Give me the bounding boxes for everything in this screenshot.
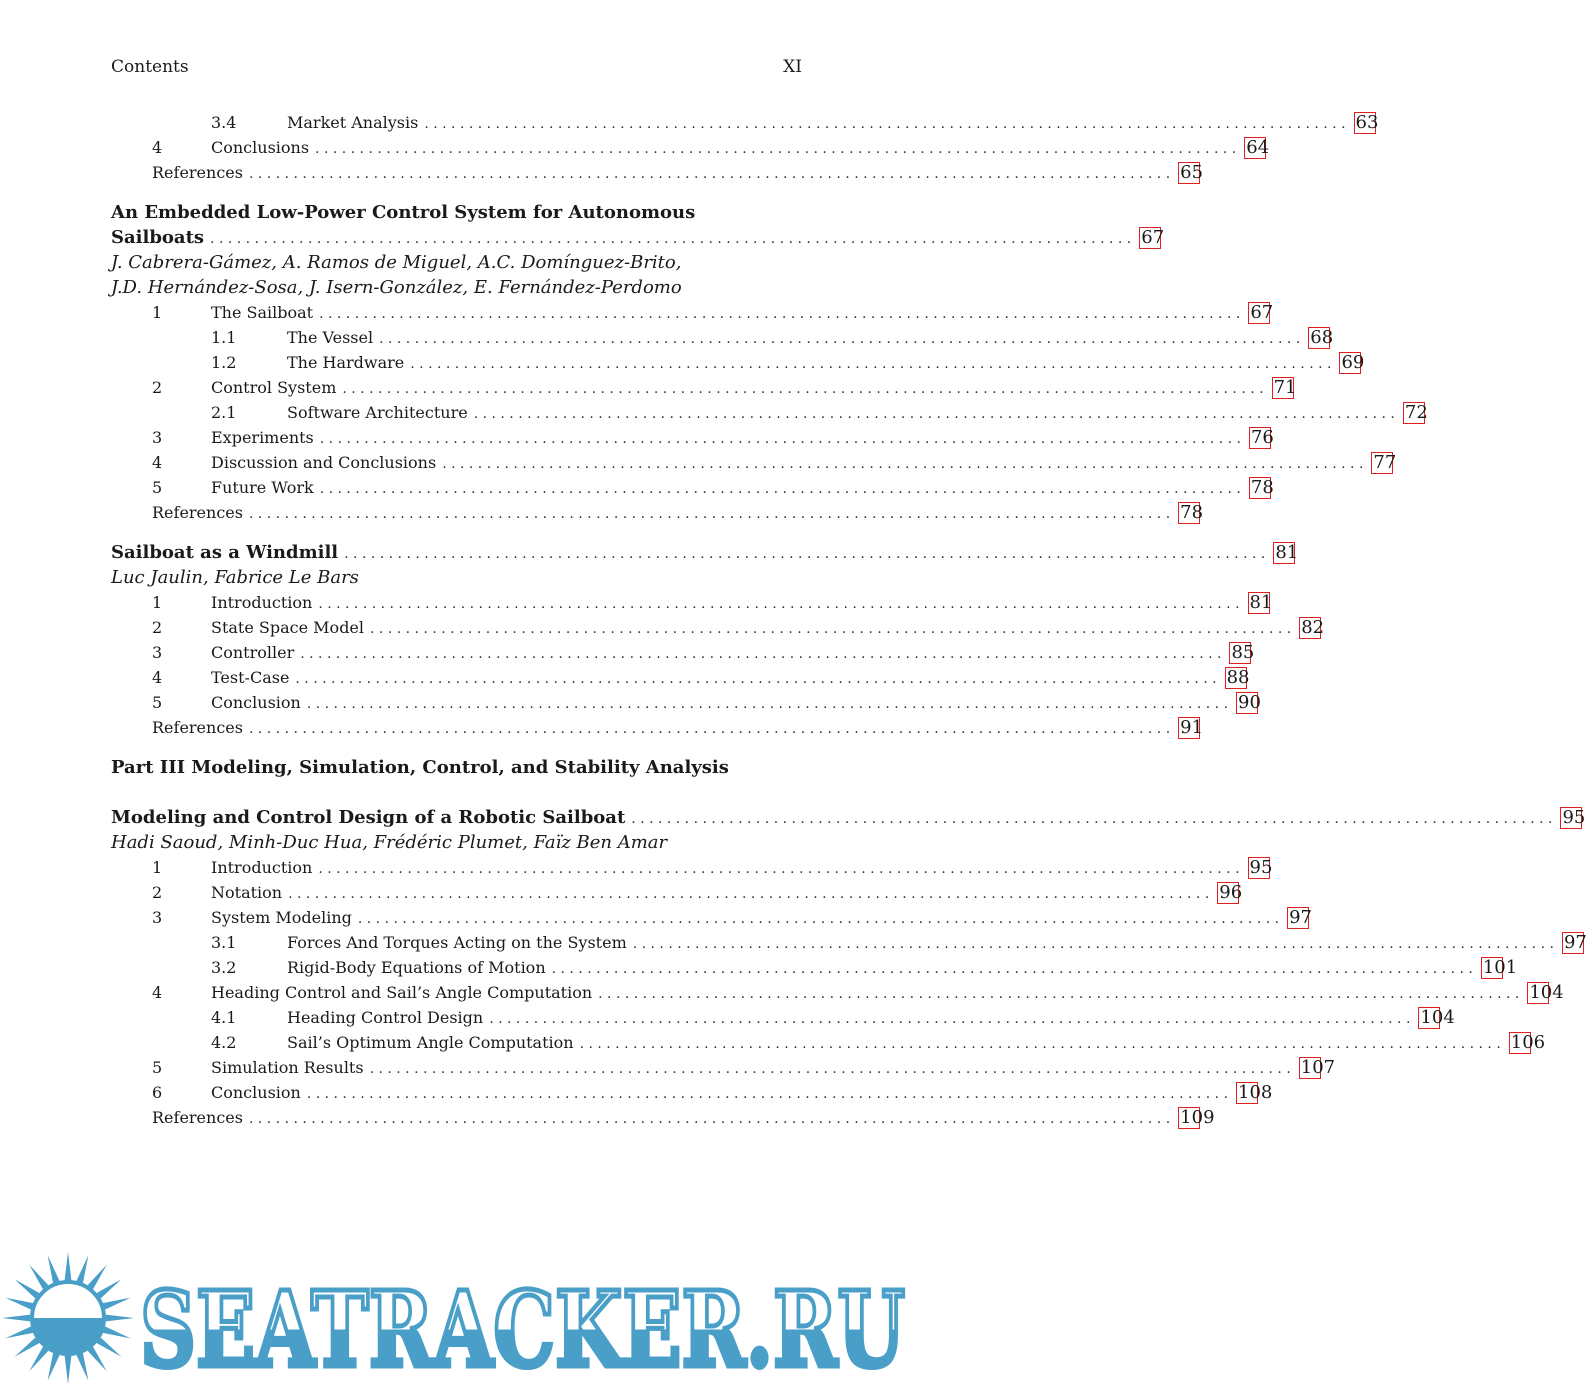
entry-title: Controller	[211, 643, 295, 662]
chapter-authors: J. Cabrera-Gámez, A. Ramos de Miguel, A.C. Domínguez-Brito,	[111, 252, 682, 273]
dot-leader	[631, 807, 1552, 832]
toc-subsection-entry[interactable]	[111, 400, 1428, 425]
page-link[interactable]: 67	[1250, 302, 1274, 323]
page-link[interactable]: 101	[1482, 957, 1518, 978]
toc-references-entry[interactable]	[111, 1105, 1215, 1130]
toc-section-entry[interactable]	[111, 640, 1255, 665]
sun-ray	[103, 1326, 131, 1338]
page-link[interactable]: 77	[1373, 452, 1397, 473]
entry-title: Experiments	[211, 428, 314, 447]
section-number: 5	[152, 478, 163, 497]
page-link[interactable]: 104	[1529, 982, 1564, 1003]
page-link[interactable]: 88	[1226, 667, 1250, 688]
toc-section-entry[interactable]	[111, 1080, 1273, 1105]
page-link[interactable]: 81	[1275, 542, 1299, 563]
dot-leader	[319, 302, 1240, 327]
entry-title: State Space Model	[211, 618, 365, 637]
page-link[interactable]: 67	[1141, 227, 1165, 248]
entry-title: Conclusion	[211, 1083, 301, 1102]
dot-leader	[580, 1032, 1501, 1057]
page-link[interactable]: 90	[1238, 692, 1261, 713]
dot-leader	[474, 402, 1395, 427]
sun-ray	[29, 1265, 48, 1290]
dot-leader	[370, 617, 1291, 642]
chapter-title-entry[interactable]	[111, 225, 1165, 250]
section-number: 3	[152, 908, 163, 927]
chapter-authors: Hadi Saoud, Minh-Duc Hua, Frédéric Plumet, Faïz Ben Amar	[111, 832, 668, 853]
entry-title: Conclusion	[211, 693, 301, 712]
sun-ray	[88, 1265, 107, 1290]
page-link[interactable]: 91	[1180, 717, 1204, 738]
page-link[interactable]: 78	[1250, 477, 1274, 498]
section-number: 5	[152, 1058, 163, 1077]
toc-subsection-entry[interactable]	[111, 325, 1334, 350]
toc-section-entry[interactable]	[111, 855, 1273, 880]
page-link[interactable]: 85	[1231, 642, 1255, 663]
part-label: Part III	[111, 757, 186, 778]
table-of-contents	[111, 110, 1587, 1130]
page-link[interactable]: 78	[1180, 502, 1204, 523]
toc-section-entry[interactable]	[111, 300, 1274, 325]
dot-leader	[300, 642, 1221, 667]
entry-title: Heading Control and Sail’s Angle Computation	[211, 983, 593, 1002]
dot-leader	[288, 882, 1209, 907]
section-number: 4.2	[211, 1033, 237, 1052]
chapter-title: Sailboat as a Windmill	[111, 542, 339, 563]
entry-title: Future Work	[211, 478, 314, 497]
section-number: 4	[152, 453, 163, 472]
toc-section-entry[interactable]	[111, 425, 1274, 450]
dot-leader	[358, 907, 1279, 932]
chapter-title-entry[interactable]	[111, 540, 1299, 565]
section-number: 4	[152, 138, 163, 157]
chapter-entries	[111, 855, 1587, 1130]
sun-ray	[5, 1326, 33, 1338]
page-link[interactable]: 81	[1249, 592, 1273, 613]
section-number: 1.1	[211, 328, 237, 347]
page-link[interactable]: 108	[1238, 1082, 1273, 1103]
chapter-authors: Luc Jaulin, Fabrice Le Bars	[111, 567, 359, 588]
section-number: 2	[152, 378, 163, 397]
section-number: 4	[152, 983, 163, 1002]
section-number: 1	[152, 593, 163, 612]
sun-ray	[2, 1315, 30, 1322]
section-number: 1	[152, 303, 163, 322]
sun-ray	[103, 1298, 131, 1310]
dot-leader	[598, 982, 1519, 1007]
dot-leader	[315, 137, 1236, 162]
dot-leader	[370, 1057, 1291, 1082]
dot-leader	[489, 1007, 1410, 1032]
dot-leader	[318, 857, 1239, 882]
sun-ray	[65, 1356, 72, 1384]
part-heading	[111, 755, 802, 780]
sun-ray	[97, 1279, 122, 1298]
section-number: 1.2	[211, 353, 237, 372]
toc-subsection-entry[interactable]	[111, 955, 1518, 980]
toc-subsection-entry[interactable]	[111, 1005, 1455, 1030]
sun-logo-icon	[0, 1248, 915, 1391]
sun-ray	[15, 1279, 40, 1298]
page-link[interactable]: 68	[1310, 327, 1334, 348]
toc-section-entry[interactable]	[111, 590, 1273, 615]
toc-section-entry[interactable]	[111, 450, 1397, 475]
entry-title: Rigid-Body Equations of Motion	[287, 958, 546, 977]
entry-title: Heading Control Design	[287, 1008, 484, 1027]
section-number: 4	[152, 668, 163, 687]
sun-ray	[76, 1255, 88, 1283]
entry-title: System Modeling	[211, 908, 352, 927]
toc-section-entry[interactable]	[111, 665, 1250, 690]
page-link[interactable]: 96	[1219, 882, 1243, 903]
sun-ray	[5, 1298, 33, 1310]
toc-block-previous	[111, 110, 1379, 185]
entry-title: Conclusions	[211, 138, 310, 157]
toc-references-entry[interactable]	[111, 500, 1204, 525]
dot-leader	[320, 427, 1241, 452]
running-head: Contents	[111, 57, 189, 77]
toc-subsection-entry[interactable]	[111, 930, 1587, 955]
toc-section-entry[interactable]	[111, 690, 1261, 715]
section-number: 4.1	[211, 1008, 237, 1027]
part-title: Modeling, Simulation, Control, and Stability Analysis	[191, 757, 729, 778]
watermark-text: SEATRACKER.RU	[140, 1268, 905, 1391]
page-link[interactable]: 65	[1180, 162, 1204, 183]
sun-ray	[29, 1347, 48, 1372]
dot-leader	[633, 932, 1554, 957]
dot-leader	[210, 227, 1131, 252]
chapter-title[interactable]: An Embedded Low-Power Control System for Autonomous	[111, 202, 696, 223]
entry-title: Market Analysis	[287, 113, 419, 132]
toc-section-entry[interactable]	[111, 1055, 1336, 1080]
dot-leader	[318, 592, 1239, 617]
sun-ray	[76, 1353, 88, 1381]
dot-leader	[249, 717, 1170, 742]
sun-ray	[88, 1347, 107, 1372]
page-link[interactable]: 95	[1562, 807, 1586, 828]
entry-title: References	[152, 503, 243, 522]
section-number: 5	[152, 693, 163, 712]
entry-title: Software Architecture	[287, 403, 468, 422]
toc-subsection-entry[interactable]	[111, 1030, 1546, 1055]
dot-leader	[249, 502, 1170, 527]
entry-title: The Sailboat	[211, 303, 314, 322]
page-link[interactable]: 106	[1510, 1032, 1546, 1053]
page-link[interactable]: 97	[1563, 932, 1587, 953]
dot-leader	[249, 1107, 1170, 1132]
page-link[interactable]: 72	[1404, 402, 1428, 423]
page-link[interactable]: 76	[1250, 427, 1274, 448]
section-number: 3	[152, 428, 163, 447]
entry-title: References	[152, 718, 243, 737]
entry-title: References	[152, 1108, 243, 1127]
dot-leader	[342, 377, 1263, 402]
sun-ray	[97, 1338, 122, 1357]
chapter-entries	[111, 300, 1428, 525]
page-link[interactable]: 95	[1249, 857, 1273, 878]
dot-leader	[379, 327, 1300, 352]
page-link[interactable]: 71	[1273, 377, 1297, 398]
sun-ray	[106, 1315, 134, 1322]
entry-title: Forces And Torques Acting on the System	[287, 933, 627, 952]
entry-title: Control System	[211, 378, 337, 397]
toc-section-entry[interactable]	[111, 980, 1564, 1005]
toc-section-entry[interactable]	[111, 615, 1325, 640]
dot-leader	[424, 112, 1345, 137]
dot-leader	[442, 452, 1363, 477]
toc-references-entry[interactable]	[111, 715, 1204, 740]
section-number: 2	[152, 618, 163, 637]
page-number: XI	[783, 57, 802, 77]
entry-title: Notation	[211, 883, 283, 902]
page-link[interactable]: 104	[1420, 1007, 1455, 1028]
entry-title: Introduction	[211, 593, 313, 612]
chapter-entries	[111, 590, 1325, 740]
entry-title: Discussion and Conclusions	[211, 453, 437, 472]
toc-section-entry[interactable]	[111, 880, 1243, 905]
chapter-authors: J.D. Hernández-Sosa, J. Isern-González, E. Fernández-Perdomo	[111, 277, 682, 298]
toc-references-entry[interactable]	[111, 160, 1204, 185]
page-link[interactable]: 63	[1355, 112, 1379, 133]
page-link[interactable]: 97	[1289, 907, 1312, 928]
chapter-title: Sailboats	[111, 227, 205, 248]
page-link[interactable]: 82	[1301, 617, 1325, 638]
toc-subsection-entry[interactable]	[111, 350, 1365, 375]
section-number: 2.1	[211, 403, 237, 422]
page-link[interactable]: 69	[1341, 352, 1365, 373]
dot-leader	[249, 162, 1170, 187]
section-number: 6	[152, 1083, 163, 1102]
toc-section-entry[interactable]	[111, 375, 1297, 400]
dot-leader	[552, 957, 1473, 982]
section-number: 3.2	[211, 958, 237, 977]
section-number: 1	[152, 858, 163, 877]
sun-ray	[48, 1353, 60, 1381]
sun-ray	[15, 1338, 40, 1357]
chapter-title: Modeling and Control Design of a Robotic Sailboat	[111, 807, 626, 828]
chapter-title-entry[interactable]	[111, 805, 1586, 830]
entry-title: References	[152, 163, 243, 182]
entry-title: The Vessel	[287, 328, 374, 347]
toc-subsection-entry[interactable]	[111, 110, 1379, 135]
dot-leader	[295, 667, 1216, 692]
dot-leader	[320, 477, 1241, 502]
entry-title: The Hardware	[287, 353, 405, 372]
dot-leader	[307, 692, 1228, 717]
section-number: 3.4	[211, 113, 237, 132]
dot-leader	[410, 352, 1331, 377]
sun-ray	[65, 1252, 72, 1280]
section-number: 2	[152, 883, 163, 902]
page-link[interactable]: 107	[1300, 1057, 1336, 1078]
toc-section-entry[interactable]	[111, 905, 1312, 930]
entry-title: Simulation Results	[211, 1058, 364, 1077]
section-number: 3.1	[211, 933, 237, 952]
dot-leader	[307, 1082, 1228, 1107]
sun-ray	[48, 1255, 60, 1283]
entry-title: Sail’s Optimum Angle Computation	[287, 1033, 574, 1052]
seatracker-watermark	[0, 1248, 915, 1391]
dot-leader	[344, 542, 1265, 567]
toc-section-entry[interactable]	[111, 475, 1274, 500]
toc-section-entry[interactable]	[111, 135, 1270, 160]
entry-title: Test-Case	[211, 668, 290, 687]
entry-title: Introduction	[211, 858, 313, 877]
page-link[interactable]: 64	[1246, 137, 1270, 158]
section-number: 3	[152, 643, 163, 662]
page-link[interactable]: 109	[1180, 1107, 1215, 1128]
